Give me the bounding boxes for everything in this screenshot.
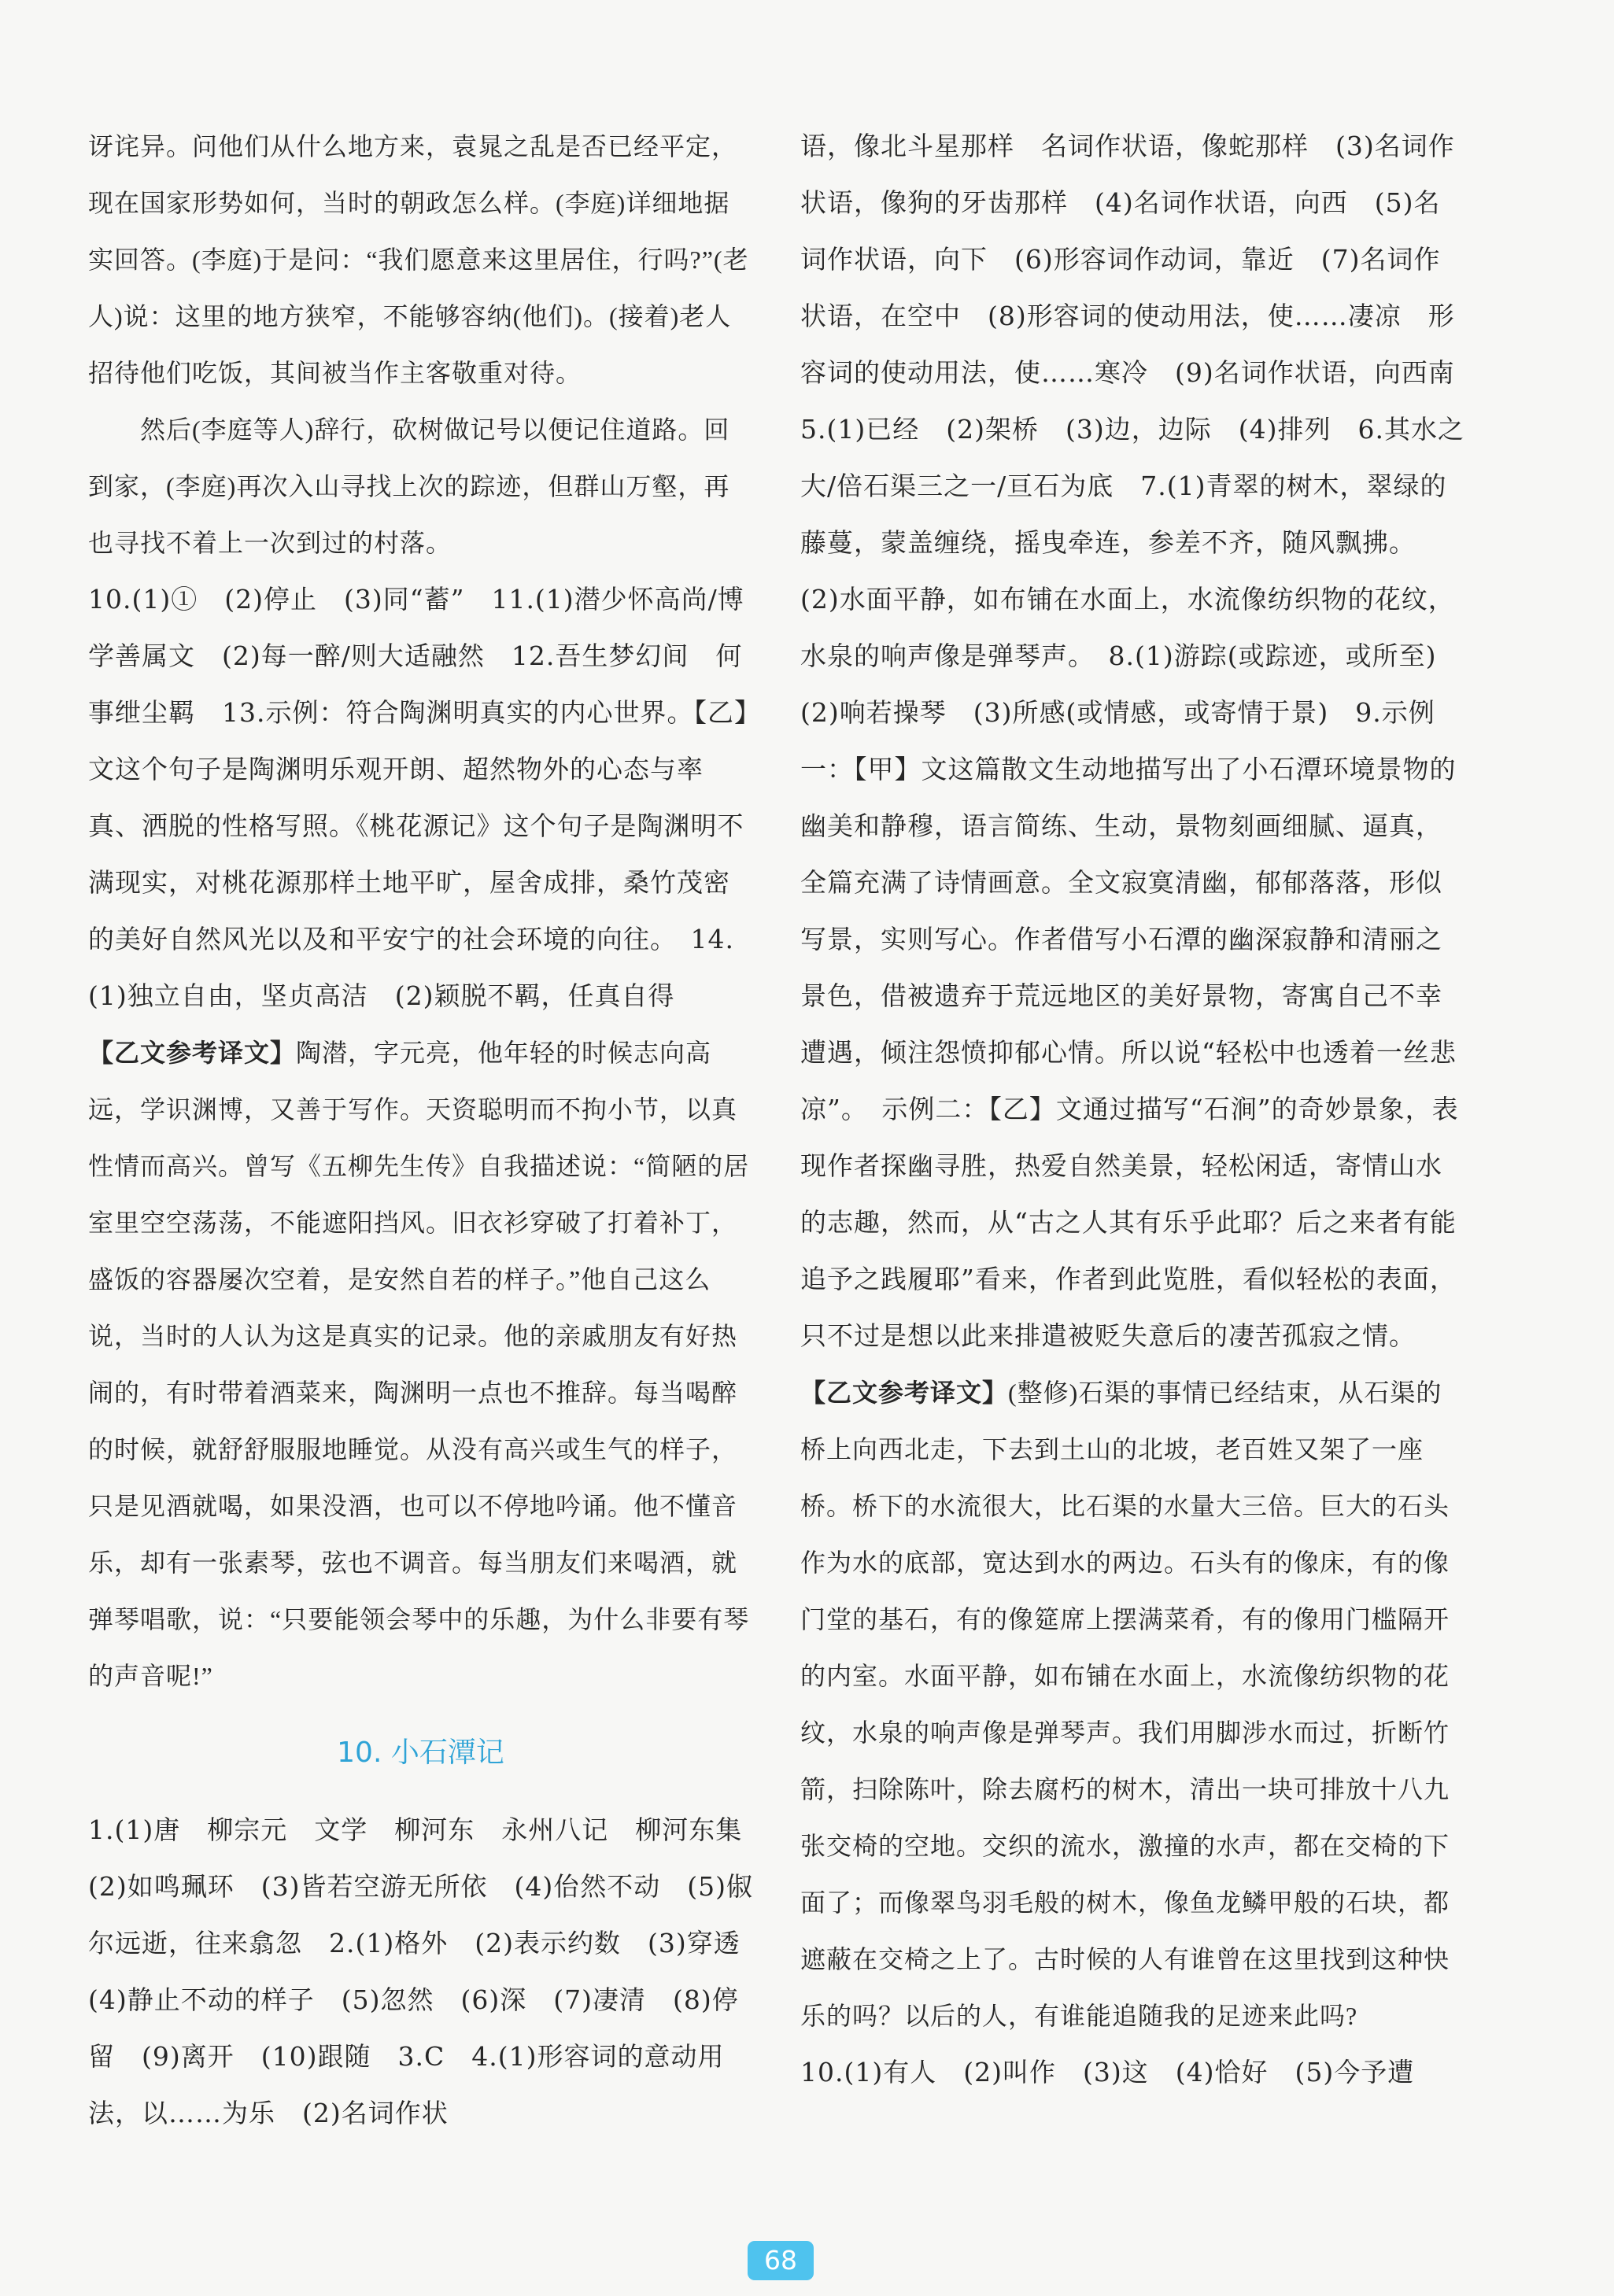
reference-translation-text: (整修)石渠的事情已经结束，从石渠的桥上向西北走，下去到土山的北坡，老百姓又架了一座桥。桥下的水流很大，比石渠的水量大三倍。巨大的石头作为水的底部，宽达到水的两边。石头有的像床，有的像门堂的基石，有的像筵席上摆满菜肴，有的像用门槛隔开的内室。水面平静，如布铺在水面上，水流像纺织物的花纹，水泉的响声像是弹琴声。我们用脚涉水而过，折断竹箭，扫除陈叶，除去腐朽的树木，清出一块可排放十八九张交椅的空地。交织的流水，激撞的水声，都在交椅的下面了；而像翠鸟羽毛般的树木，像鱼龙鳞甲般的石块，都遮蔽在交椅之上了。古时候的人有谁曾在这里找到这种快乐的吗？以后的人，有谁能追随我的足迹来此吗? bbox=[800, 1379, 1450, 2030]
right-column bbox=[800, 118, 1482, 2101]
reference-translation bbox=[88, 1024, 753, 1704]
reference-translation-label: 【乙文参考译文】 bbox=[88, 1039, 297, 1067]
answers-block: 1.(1)唐 柳宗元 文学 柳河东 永州八记 柳河东集 (2)如鸣珮环 (3)皆若空游无所依 (4)佁然不动 (5)俶尔远逝，往来翕忽 2.(1)格外 (2)表示约数 (3)穿透 (4)静止不动的样子 (5)忽然 (6)深 (7)凄清 (8)停留 (9)离开 (10)跟随 3.C 4.(1)形容词的意动用法，以……为乐 (2)名词作状 bbox=[88, 1814, 770, 2128]
left-column bbox=[88, 118, 770, 2142]
section-title: 10. 小石潭记 bbox=[337, 1737, 504, 1769]
reference-translation-label: 【乙文参考译文】 bbox=[800, 1379, 1009, 1407]
reference-translation-text: 陶潜，字元亮，他年轻的时候志向高远，学识渊博，又善于写作。天资聪明而不拘小节，以真性情而高兴。曾写《五柳先生传》自我描述说：“简陋的居室里空空荡荡，不能遮阳挡风。旧衣衫穿破了打着补丁，盛饭的容器屡次空着，是安然自若的样子。”他自己这么说，当时的人认为这是真实的记录。他的亲戚朋友有好热闹的，有时带着酒菜来，陶渊明一点也不推辞。每当喝醉的时候，就舒舒服服地睡觉。从没有高兴或生气的样子，只是见酒就喝，如果没酒，也可以不停地吟诵。他不懂音乐，却有一张素琴，弦也不调音。每当朋友们来喝酒，就弹琴唱歌，说：“只要能领会琴中的乐趣，为什么非要有琴的声音呢!” bbox=[88, 1039, 750, 1690]
answers-block: 10.(1)有人 (2)叫作 (3)这 (4)恰好 (5)今予遭 bbox=[800, 2057, 1415, 2087]
page-number: 68 bbox=[748, 2241, 814, 2280]
translation-paragraph: 然后(李庭等人)辞行，砍树做记号以便记住道路。回到家，(李庭)再次入山寻找上次的踪迹，但群山万壑，再也寻找不着上一次到过的村落。 bbox=[88, 415, 730, 557]
answers-block: 10.(1)① (2)停止 (3)同“蓄” 11.(1)潜少怀高尚/博学善属文 (2)每一醉/则大适融然 12.吾生梦幻间 何事绁尘羁 13.示例：符合陶渊明真实的内心世界。【乙】文这个句子是陶渊明乐观开朗、超然物外的心态与率真、洒脱的性格写照。《桃花源记》这个句子是陶渊明不满现实，对桃花源那样土地平旷，屋舍成排，桑竹茂密的美好自然风光以及和平安宁的社会环境的向往。 14.(1)独立自由，坚贞高洁 (2)颖脱不羁，任真自得 bbox=[88, 584, 748, 1011]
reference-translation bbox=[800, 1364, 1465, 2044]
translation-paragraph: 讶诧异。问他们从什么地方来，袁晁之乱是否已经平定，现在国家形势如何，当时的朝政怎么样。(李庭)详细地据实回答。(李庭)于是问：“我们愿意来这里居住，行吗?”(老人)说：这里的地方狭窄，不能够容纳(他们)。(接着)老人招待他们吃饭，其间被当作主客敬重对待。 bbox=[88, 132, 749, 387]
answers-block: 语，像北斗星那样 名词作状语，像蛇那样 (3)名词作状语，像狗的牙齿那样 (4)名词作状语，向西 (5)名词作状语，向下 (6)形容词作动词，靠近 (7)名词作状语，在空中 (8)形容词的使动用法，使……凄凉 形容词的使动用法，使……寒冷 (9)名词作状语，向西南 5.(1)已经 (2)架桥 (3)边，边际 (4)排列 6.其水之大/倍石渠三之一/亘石为底 7.(1)青翠的树木，翠绿的藤蔓，蒙盖缠绕，摇曳牵连，参差不齐，随风飘拂。 (2)水面平静，如布铺在水面上，水流像纺织物的花纹，水泉的响声像是弹琴声。 8.(1)游踪(或踪迹，或所至) (2)响若操琴 (3)所感(或情感，或寄情于景) 9.示例一：【甲】文这篇散文生动地描写出了小石潭环境景物的幽美和静穆，语言简练、生动，景物刻画细腻、逼真，全篇充满了诗情画意。全文寂寞清幽，郁郁落落，形似写景，实则写心。作者借写小石潭的幽深寂静和清丽之景色，借被遗弃于荒远地区的美好景物，寄寓自己不幸遭遇，倾注怨愤抑郁心情。所以说“轻松中也透着一丝悲凉”。 示例二：【乙】文通过描写“石涧”的奇妙景象，表现作者探幽寻胜，热爱自然美景，轻松闲适，寄情山水的志趣，然而，从“古之人其有乐乎此耶？后之来者有能追予之践履耶”看来，作者到此览胜，看似轻松的表面，只不过是想以此来排遣被贬失意后的凄苦孤寂之情。 bbox=[800, 131, 1482, 1351]
